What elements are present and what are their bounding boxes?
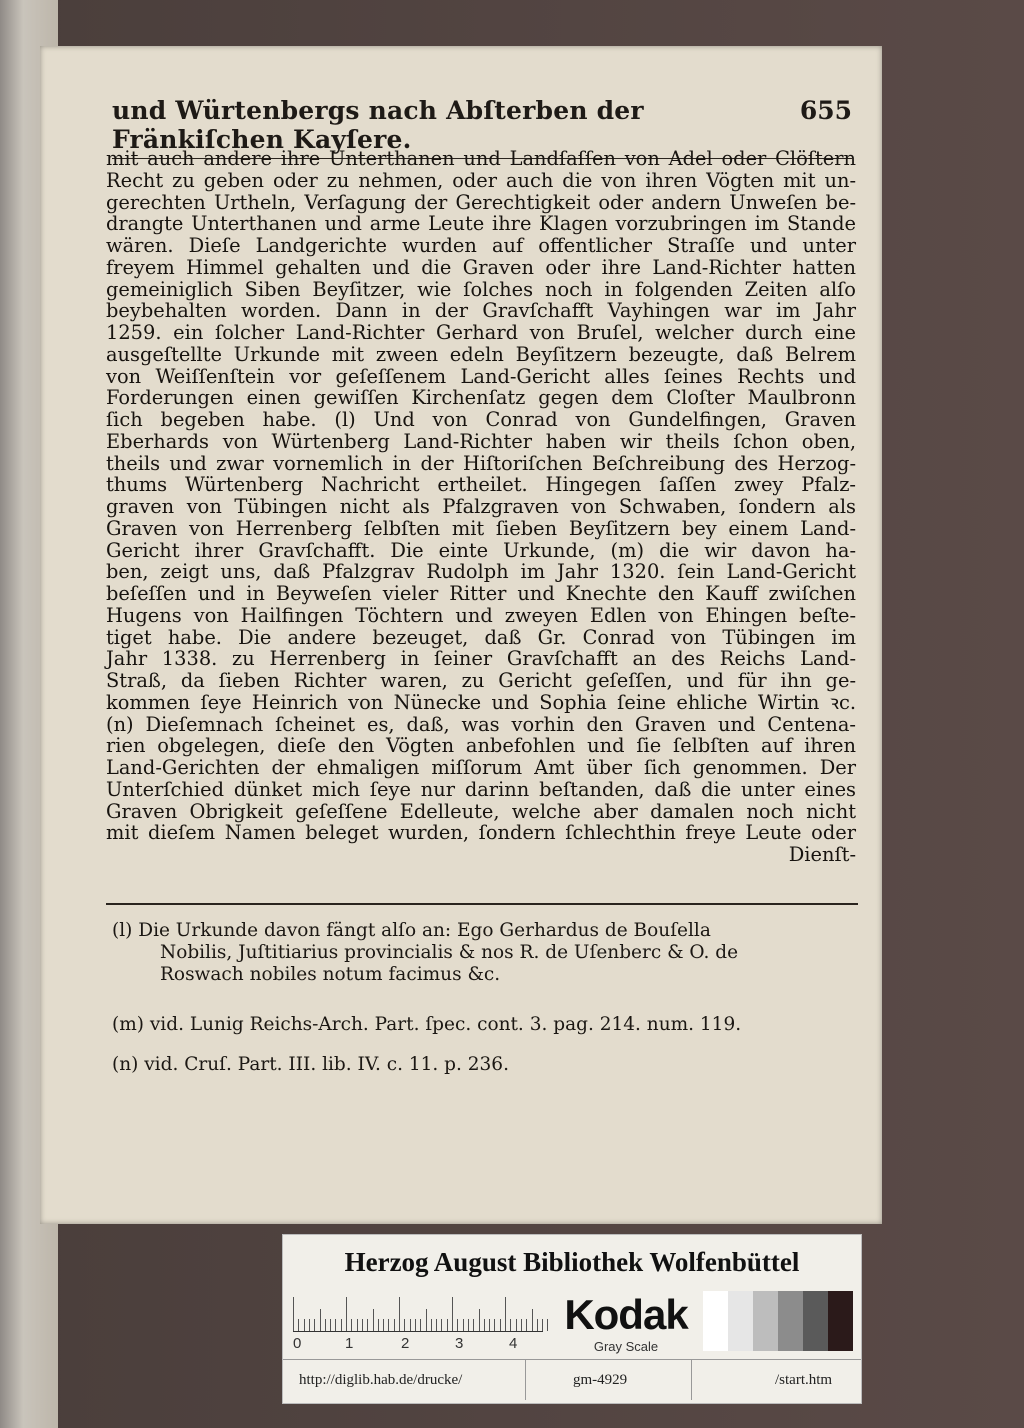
text-line: ben, zeigt uns, daß Pfalzgrav Rudolph im Jahr 1320. ſein Land-Gericht (106, 560, 856, 584)
gray-patch (753, 1291, 778, 1351)
ruler-tick (309, 1319, 310, 1331)
text-line: ſich begeben habe. (l) Und von Conrad von Gundelfingen, Graven (106, 408, 856, 431)
kodak-wordmark: Kodak (564, 1291, 688, 1338)
ruler-tick (399, 1297, 400, 1331)
ruler-tick (489, 1319, 490, 1331)
ruler-tick (431, 1319, 432, 1331)
ruler-tick (420, 1319, 421, 1331)
ruler-tick (521, 1319, 522, 1331)
ruler-tick (357, 1319, 358, 1331)
footnote-l-line: Roswach nobiles notum facimus &c. (160, 964, 501, 985)
text-line: von Weiſſenſtein vor geſeſſenem Land-Gericht alles ſeines Rechts und (106, 364, 856, 388)
ruler-tick (325, 1319, 326, 1331)
gray-patch (703, 1291, 728, 1351)
footnote-l-line: (l) Die Urkunde davon fängt alſo an: Ego Gerhardus de Bouſella (112, 920, 711, 941)
url-right: /start.htm (775, 1372, 833, 1388)
footnote-m (112, 1014, 741, 1036)
ruler-tick (457, 1319, 458, 1331)
ruler-tick (373, 1309, 374, 1331)
text-line: beſeſſen und in Beyweſen vieler Ritter und Knechte den Kauff zwiſchen (106, 582, 856, 605)
ruler-tick (388, 1319, 389, 1331)
shelfmark: gm-4929 (573, 1372, 628, 1388)
ruler-tick (293, 1297, 294, 1331)
ruler-number: 1 (345, 1335, 354, 1352)
gray-patch (828, 1291, 853, 1351)
footer-divider (691, 1360, 692, 1400)
text-line: Gericht ihrer Gravſchafft. Die einte Urkunde, (m) die wir davon ha- (106, 538, 856, 562)
ruler-tick (436, 1319, 437, 1331)
text-line: wären. Dieſe Landgerichte wurden auf offentlicher Straſſe und unter (106, 234, 856, 257)
text-line: Recht zu geben oder zu nehmen, oder auch die von ihren Vögten mit un- (106, 168, 856, 192)
text-line: graven von Tübingen nicht als Pfalzgraven von Schwaben, ſondern als (106, 495, 856, 518)
ruler-tick (341, 1319, 342, 1331)
url-left: http://diglib.hab.de/drucke/ (299, 1372, 463, 1388)
text-line: (n) Dieſemnach ſcheinet es, daß, was vorhin den Graven und Centena- (106, 712, 856, 736)
ruler-tick (452, 1297, 453, 1331)
text-line: Graven von Herrenberg ſelbſten mit ſieben Beyſitzern bey einem Land- (106, 516, 856, 540)
ruler-number: 0 (293, 1335, 302, 1352)
ruler-tick (362, 1319, 363, 1331)
gray-patch (728, 1291, 753, 1351)
ruler-tick (537, 1319, 538, 1331)
ruler-tick (304, 1319, 305, 1331)
ruler-tick (532, 1309, 533, 1331)
ruler-tick (378, 1319, 379, 1331)
ruler-tick (526, 1319, 527, 1331)
footnote-m-line: (m) vid. Lunig Reichs-Arch. Part. ſpec. cont. 3. pag. 214. num. 119. (112, 1014, 742, 1035)
ruler-tick (367, 1319, 368, 1331)
text-line: 1259. ein ſolcher Land-Richter Gerhard von Bruſel, welcher durch eine (106, 321, 856, 344)
running-title: und Würtenbergs nach Abſterben der Fränkiſchen Kayſere. (112, 96, 644, 154)
text-line: Graven Obrigkeit geſeſſene Edelleute, welche aber damalen noch nicht (106, 799, 856, 823)
text-line: drangte Unterthanen und arme Leute ihre Klagen vorzubringen im Stande (106, 212, 856, 236)
ruler-tick (473, 1319, 474, 1331)
ruler-tick (463, 1319, 464, 1331)
ruler-tick (320, 1309, 321, 1331)
ruler-tick (484, 1319, 485, 1331)
footnote-l-line: Nobilis, Juſtitiarius provincialis & nos R. de Uſenberc & O. de (160, 942, 739, 963)
ruler-tick (547, 1319, 548, 1331)
ruler-tick (346, 1297, 347, 1331)
archive-label (282, 1234, 862, 1404)
text-line: gerechten Urtheln, Verſagung der Gerechtigkeit oder andern Unweſen be- (106, 190, 856, 214)
text-line: gemeiniglich Siben Beyſitzer, wie ſolches noch in folgenden Zeiten alſo (106, 277, 856, 301)
ruler-tick (335, 1319, 336, 1331)
text-line: Straß, da ſieben Richter waren, zu Gericht geſeſſen, und für ihn ge- (106, 669, 856, 692)
ruler-tick (505, 1297, 506, 1331)
ruler-tick (494, 1319, 495, 1331)
text-line: mit auch andere ihre Unterthanen und Landſaſſen von Adel oder Clöſtern (106, 147, 856, 170)
ruler-tick (351, 1319, 352, 1331)
text-line: mit dieſem Namen beleget wurden, ſondern ſchlechthin freye Leute oder (106, 821, 856, 845)
footnote-n-line: (n) vid. Cruſ. Part. III. lib. IV. c. 11. p. 236. (112, 1054, 509, 1075)
text-line: Hugens von Hailfingen Töchtern und zweyen Edlen von Ehingen beſte- (106, 603, 856, 627)
ruler-tick (542, 1319, 543, 1331)
scale-ruler (293, 1293, 543, 1332)
ruler-tick (415, 1319, 416, 1331)
ruler-tick (500, 1319, 501, 1331)
catchword: Dienſt- (788, 843, 856, 866)
text-line: tiget habe. Die andere bezeuget, daß Gr. Conrad von Tübingen im (106, 625, 856, 649)
footnote-rule (106, 903, 858, 905)
gray-patch (803, 1291, 828, 1351)
page-number: 655 (799, 96, 852, 125)
text-line: thums Würtenberg Nachricht ertheilet. Hingegen ſaſſen zwey Pfalz- (106, 473, 856, 497)
ruler-tick (441, 1319, 442, 1331)
text-line: ausgeſtellte Urkunde mit zween edeln Beyſitzern bezeugte, daß Belrem (106, 342, 856, 366)
ruler-number: 3 (455, 1335, 464, 1352)
ruler-number: 4 (509, 1335, 518, 1352)
footer-divider (525, 1360, 526, 1400)
book-page (40, 46, 882, 1224)
ruler-tick (516, 1319, 517, 1331)
ruler-number: 2 (401, 1335, 410, 1352)
ruler-tick (510, 1319, 511, 1331)
footnote-l (112, 920, 738, 986)
text-line: Eberhards von Würtenberg Land-Richter haben wir theils ſchon oben, (106, 429, 856, 453)
text-line: freyem Himmel gehalten und die Graven oder ihre Land-Richter hatten (106, 255, 856, 279)
text-line: beybehalten worden. Dann in der Gravſchafft Vayhingen war im Jahr (106, 299, 856, 323)
ruler-tick (447, 1319, 448, 1331)
ruler-tick (426, 1309, 427, 1331)
footnote-n (112, 1054, 509, 1076)
gray-scale-caption: Gray Scale (593, 1339, 659, 1354)
gray-scale-patches (703, 1291, 853, 1351)
ruler-tick (410, 1319, 411, 1331)
label-footer (283, 1359, 861, 1400)
text-line: Land-Gerichten der ehmaligen miſſorum Amt über ſich genommen. Der (106, 756, 856, 779)
library-name: Herzog August Bibliothek Wolfenbüttel (344, 1247, 800, 1277)
text-line: Forderungen einen gewiſſen Kirchenſatz gegen dem Cloſter Maulbronn (106, 386, 856, 410)
ruler-tick (314, 1319, 315, 1331)
ruler-numbers (293, 1335, 543, 1355)
ruler-tick (298, 1319, 299, 1331)
ruler-tick (394, 1319, 395, 1331)
kodak-logo (551, 1291, 701, 1357)
ruler-tick (468, 1319, 469, 1331)
text-line: Jahr 1338. zu Herrenberg in ſeiner Gravſchafft an des Reichs Land- (106, 647, 856, 671)
ruler-tick (330, 1319, 331, 1331)
text-line: rien obgelegen, dieſe den Vögten anbefohlen und ſie ſelbſten auf ihren (106, 734, 856, 758)
gray-patch (778, 1291, 803, 1351)
text-line: kommen ſeye Heinrich von Nünecke und Sophia ſeine ehliche Wirtin ꝛc. (106, 690, 856, 714)
ruler-tick (404, 1319, 405, 1331)
main-text (106, 148, 856, 866)
ruler-tick (479, 1309, 480, 1331)
text-line: theils und zwar vornemlich in der Hiſtoriſchen Beſchreibung des Herzog- (106, 451, 856, 475)
text-line: Unterſchied dünket mich ſeye nur darinn beſtanden, daß die unter eines (106, 777, 856, 801)
ruler-tick (383, 1319, 384, 1331)
